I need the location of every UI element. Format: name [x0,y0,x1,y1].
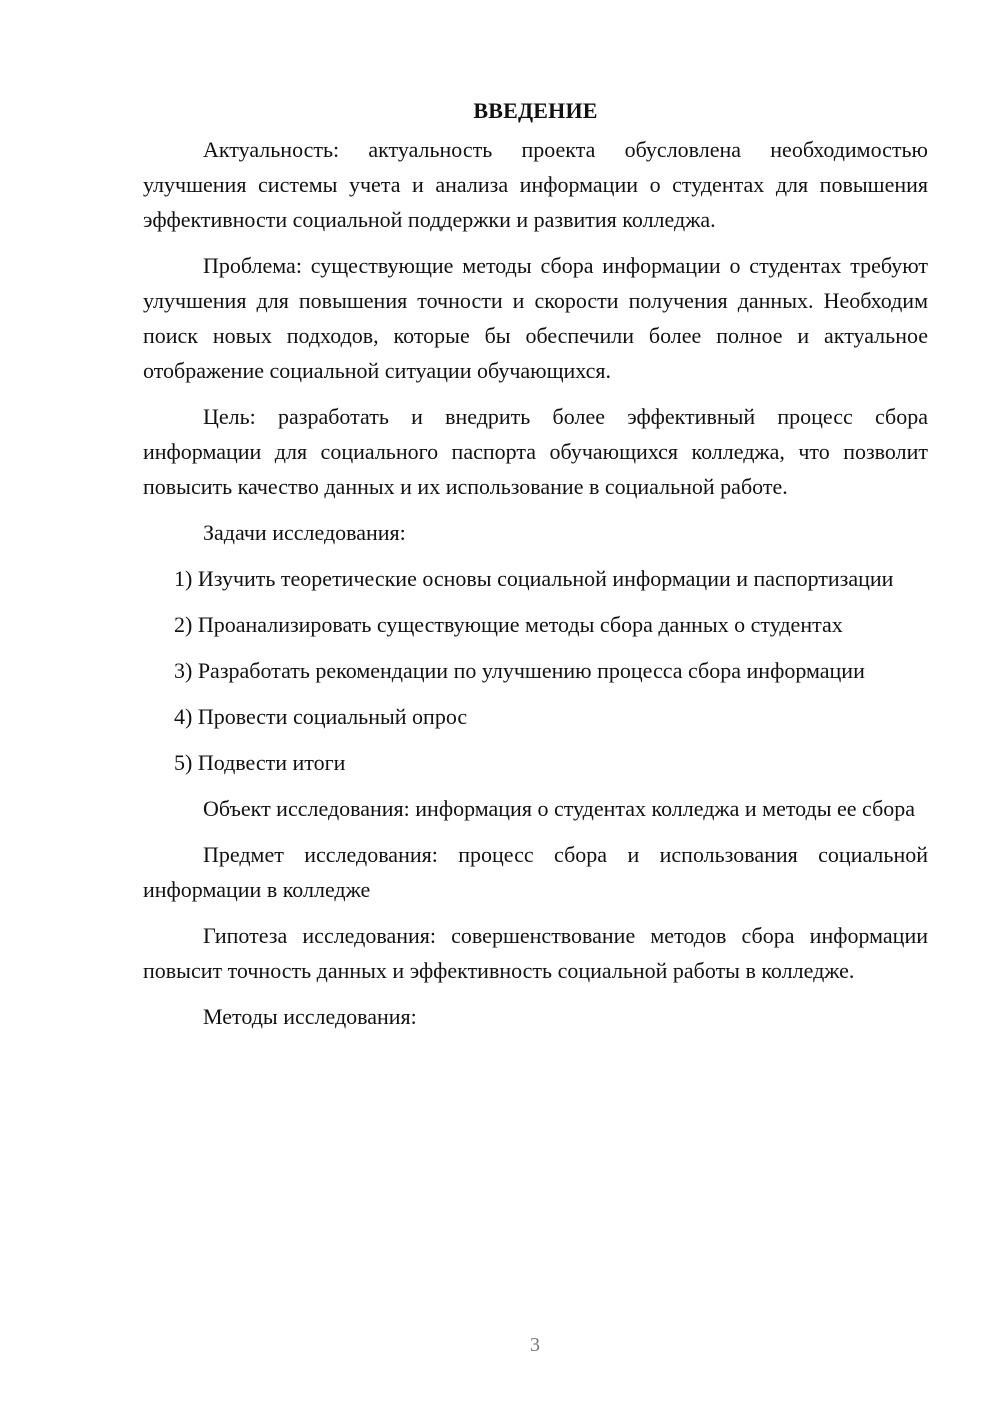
list-item: 1) Изучить теоретические основы социальной информации и паспортизации [174,566,894,591]
tasks-heading: Задачи исследования: [203,520,406,545]
list-item: 2) Проанализировать существующие методы сбора данных о студентах [174,612,843,637]
tasks-list [143,561,928,780]
page-number: 3 [530,1334,540,1356]
page-content [143,93,928,1045]
list-item: 5) Подвести итоги [174,750,346,775]
section-title: ВВЕДЕНИЕ [473,98,598,123]
object-paragraph: Объект исследования: информация о студентах колледжа и методы ее сбора [203,796,916,821]
list-item: 3) Разработать рекомендации по улучшению процесса сбора информации [174,658,865,683]
methods-heading: Методы исследования: [203,1004,417,1029]
problem-paragraph: Проблема: существующие методы сбора информации о студентах требуют улучшения для повышения точности и скорости получения данных. Необходим поиск новых подходов, которые бы обеспечили более полное и актуальное отображение социальной ситуации обучающихся. [143,253,928,383]
list-item: 4) Провести социальный опрос [174,704,468,729]
subject-paragraph: Предмет исследования: процесс сбора и использования социальной информации в колледже [143,842,928,902]
relevance-paragraph: Актуальность: актуальность проекта обусловлена необходимостью улучшения системы учета и анализа информации о студентах для повышения эффективности социальной поддержки и развития колледжа. [143,137,928,232]
hypothesis-paragraph: Гипотеза исследования: совершенствование методов сбора информации повысит точность данных и эффективность социальной работы в колледже. [143,923,928,983]
goal-paragraph: Цель: разработать и внедрить более эффективный процесс сбора информации для социального паспорта обучающихся колледжа, что позволит повысить качество данных и их использование в социальной работе. [143,404,928,499]
